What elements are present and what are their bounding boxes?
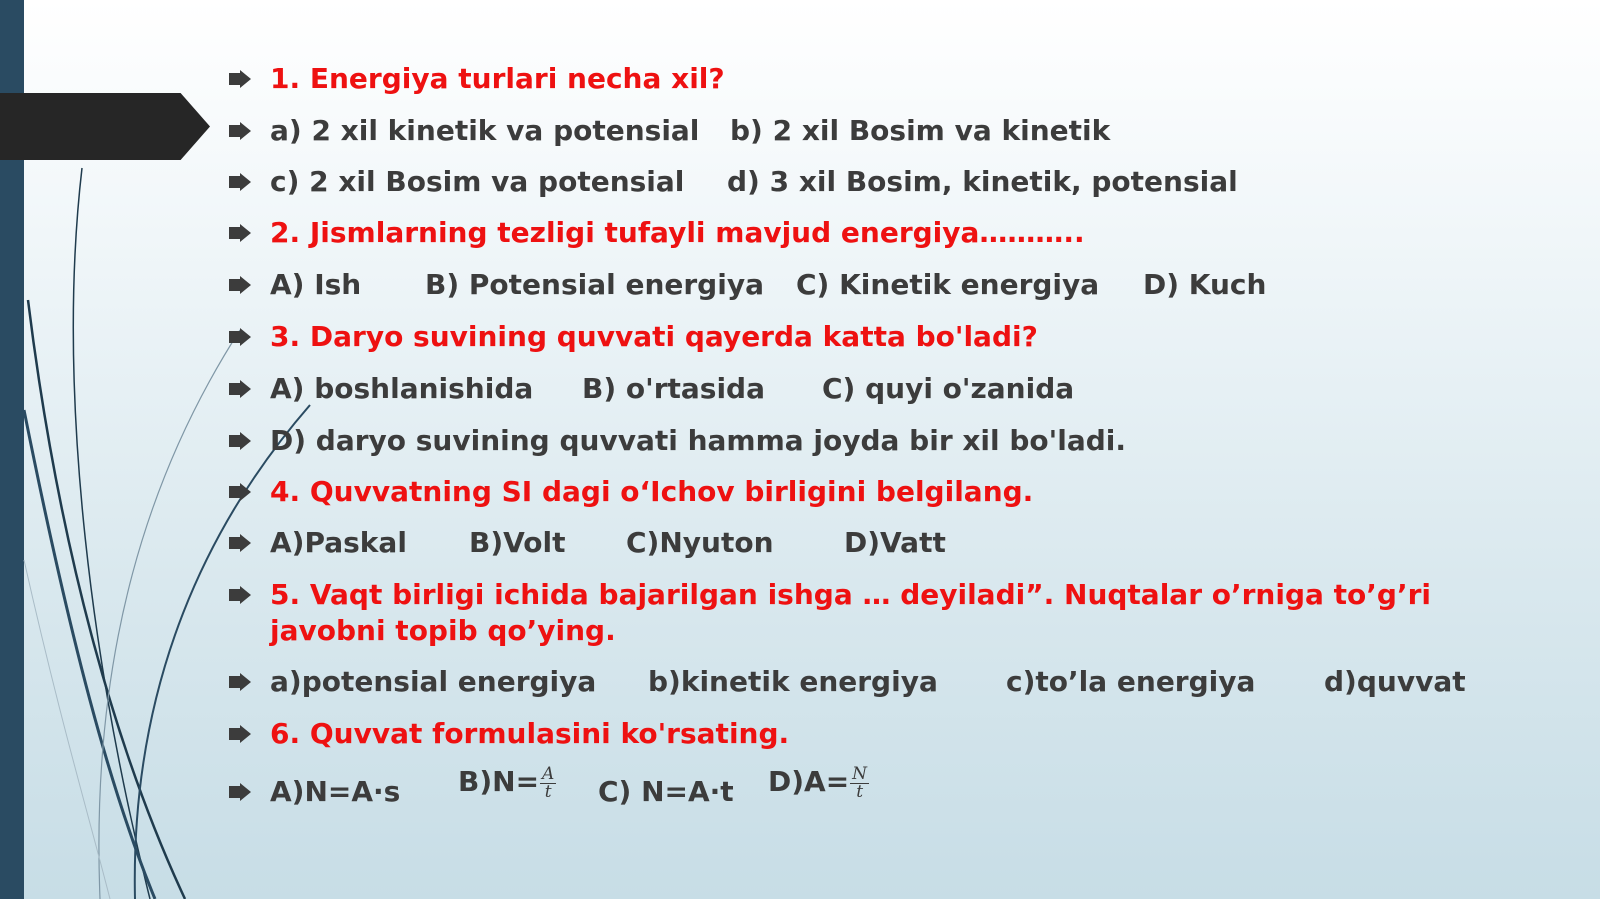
answer-option: d) 3 xil Bosim, kinetik, potensial [727, 165, 1238, 198]
answer-option: C) quyi o'zanida [822, 372, 1075, 405]
answer-option: C) Kinetik energiya [796, 268, 1100, 301]
bullet-arrow-icon [228, 215, 270, 251]
question-6 [228, 716, 789, 752]
question-text: 1. Energiya turlari necha xil? [270, 62, 725, 95]
formula-option-b-prefix: B)N= [458, 765, 540, 798]
question-1 [228, 61, 725, 97]
answer-option: D)Vatt [844, 526, 946, 559]
formula-answer-row [228, 763, 1550, 810]
question-4 [228, 474, 1033, 510]
fraction-denominator: t [544, 781, 552, 802]
answer-row [228, 423, 1550, 459]
question-text: 6. Quvvat formulasini ko'rsating. [270, 717, 790, 750]
question-2 [228, 215, 1085, 251]
answer-option: c)to’la energiya [1006, 665, 1256, 698]
bullet-arrow-icon [228, 61, 270, 97]
answer-option: B) Potensial energiya [425, 268, 764, 301]
answer-option: a)potensial energiya [270, 665, 597, 698]
answer-row [228, 371, 1550, 407]
fraction-numerator: A [542, 763, 555, 784]
question-text: 5. Vaqt birligi ichida bajarilgan ishga … deyiladi”. Nuqtalar o’rniga to’g’ri javobni topib qo’ying. [270, 578, 1431, 647]
bullet-arrow-icon [228, 113, 270, 149]
bullet-arrow-icon [228, 319, 270, 355]
bullet-arrow-icon [228, 267, 270, 303]
formula-option-c: C) N=A·t [598, 775, 734, 808]
question-5 [228, 577, 1470, 649]
answer-row [228, 113, 1550, 149]
bullet-arrow-icon [228, 474, 270, 510]
answer-row [228, 664, 1550, 700]
bullet-arrow-icon [228, 423, 270, 459]
question-text: 3. Daryo suvining quvvati qayerda katta bo'ladi? [270, 320, 1038, 353]
fraction-denominator: t [856, 781, 864, 802]
question-text: 4. Quvvatning SI dagi o‘Ichov birligini belgilang. [270, 475, 1034, 508]
formula-option-a: A)N=A·s [270, 775, 401, 808]
bullet-arrow-icon [228, 371, 270, 407]
bullet-arrow-icon [228, 525, 270, 561]
answer-option: A)Paskal [270, 526, 407, 559]
arrow-tab-shape [0, 93, 210, 160]
answer-option: C)Nyuton [626, 526, 774, 559]
answer-option: B) o'rtasida [582, 372, 765, 405]
answer-option: D) daryo suvining quvvati hamma joyda bir xil bo'ladi. [270, 424, 1126, 457]
answer-option: A) boshlanishida [270, 372, 534, 405]
formula-option-d [768, 764, 869, 801]
answer-option: c) 2 xil Bosim va potensial [270, 165, 685, 198]
answer-option: A) Ish [270, 268, 362, 301]
fraction [540, 763, 556, 802]
bullet-arrow-icon [228, 164, 270, 200]
bullet-arrow-icon [228, 664, 270, 700]
question-3 [228, 319, 1038, 355]
answer-row [228, 164, 1550, 200]
answer-option: D) Kuch [1143, 268, 1267, 301]
answer-option: B)Volt [469, 526, 566, 559]
answer-option: b) 2 xil Bosim va kinetik [730, 114, 1111, 147]
answer-row [228, 267, 1550, 303]
fraction-numerator: N [852, 763, 868, 784]
fraction [850, 763, 869, 802]
answer-option: d)quvvat [1324, 665, 1466, 698]
answer-option: b)kinetik energiya [648, 665, 938, 698]
question-text: 2. Jismlarning tezligi tufayli mavjud energiya……….. [270, 216, 1085, 249]
answer-option: a) 2 xil kinetik va potensial [270, 114, 700, 147]
bullet-arrow-icon [228, 716, 270, 752]
formula-option-b [458, 764, 556, 801]
answer-row [228, 525, 1550, 561]
formula-option-d-prefix: D)A= [768, 765, 850, 798]
bullet-arrow-icon [228, 577, 270, 613]
bullet-arrow-icon [228, 774, 270, 810]
